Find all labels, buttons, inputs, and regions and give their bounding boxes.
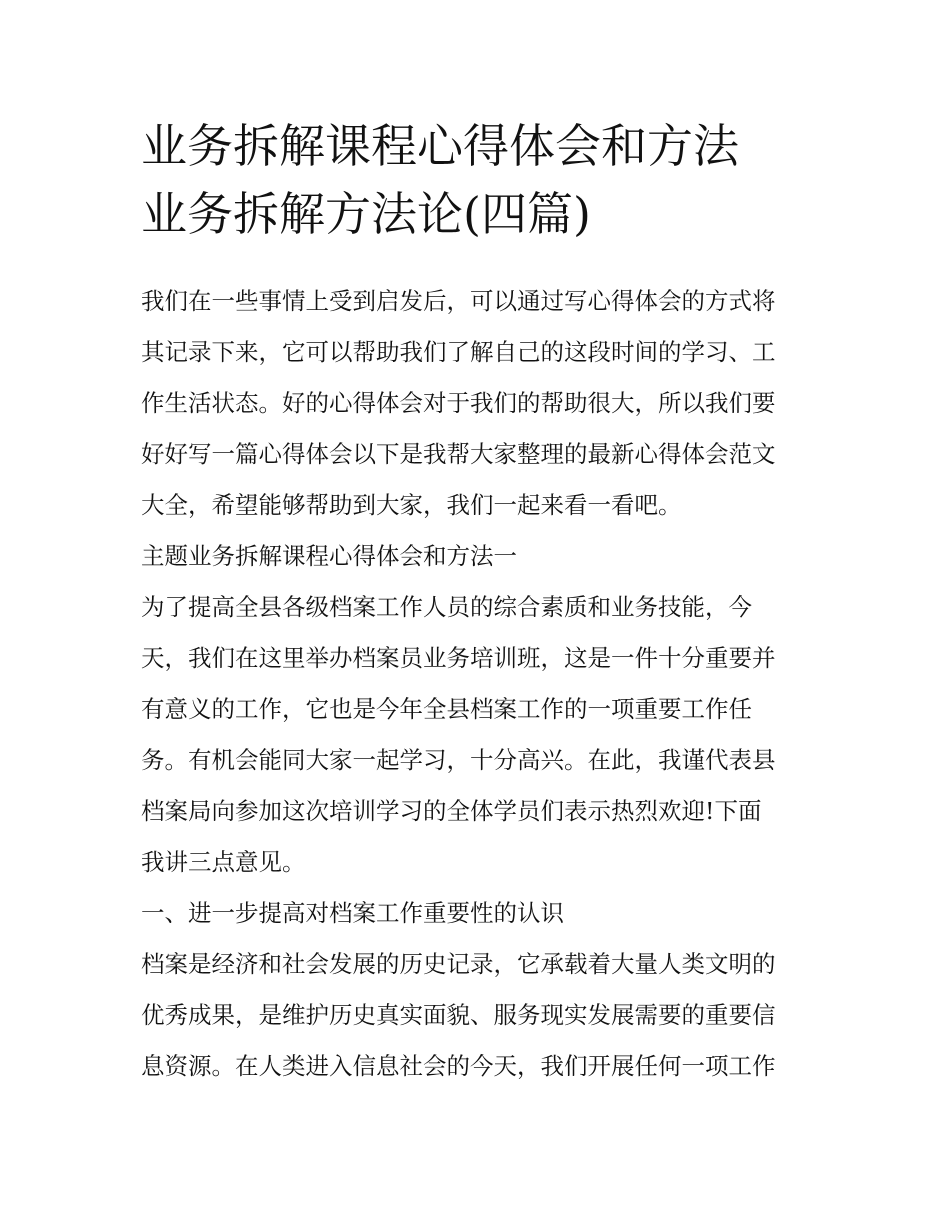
document-title xyxy=(141,112,813,248)
text-line: 档案局向参加这次培训学习的全体学员们表示热烈欢迎!下面 xyxy=(141,797,762,825)
text-line: 我们在一些事情上受到启发后，可以通过写心得体会的方式将 xyxy=(141,287,776,315)
title-line: 业务拆解方法论(四篇) xyxy=(141,187,591,241)
text-line: 档案是经济和社会发展的历史记录，它承载着大量人类文明的 xyxy=(141,950,776,978)
text-line: 有意义的工作，它也是今年全县档案工作的一项重要工作任 xyxy=(141,695,752,723)
text-line: 务。有机会能同大家一起学习，十分高兴。在此，我谨代表县 xyxy=(141,746,776,774)
body-paragraph xyxy=(141,939,813,1092)
section-heading xyxy=(141,888,813,939)
intro-paragraph xyxy=(141,276,813,531)
text-line: 为了提高全县各级档案工作人员的综合素质和业务技能，今 xyxy=(141,593,752,621)
section-heading xyxy=(141,531,813,582)
title-line: 业务拆解课程心得体会和方法 xyxy=(141,119,739,173)
text-line: 其记录下来，它可以帮助我们了解自己的这段时间的学习、工 xyxy=(141,338,776,366)
text-line: 作生活状态。好的心得体会对于我们的帮助很大，所以我们要 xyxy=(141,389,776,417)
text-line: 我讲三点意见。 xyxy=(141,848,306,876)
text-line: 息资源。在人类进入信息社会的今天，我们开展任何一项工作 xyxy=(141,1052,776,1080)
text-line: 主题业务拆解课程心得体会和方法一 xyxy=(141,542,517,570)
text-line: 天，我们在这里举办档案员业务培训班，这是一件十分重要并 xyxy=(141,644,776,672)
text-line: 好好写一篇心得体会以下是我帮大家整理的最新心得体会范文 xyxy=(141,440,776,468)
body-paragraph xyxy=(141,582,813,888)
text-line: 优秀成果，是维护历史真实面貌、服务现实发展需要的重要信 xyxy=(141,1001,776,1029)
text-line: 大全，希望能够帮助到大家，我们一起来看一看吧。 xyxy=(141,491,682,519)
document-body xyxy=(141,276,813,1092)
text-line: 一、进一步提高对档案工作重要性的认识 xyxy=(141,899,564,927)
